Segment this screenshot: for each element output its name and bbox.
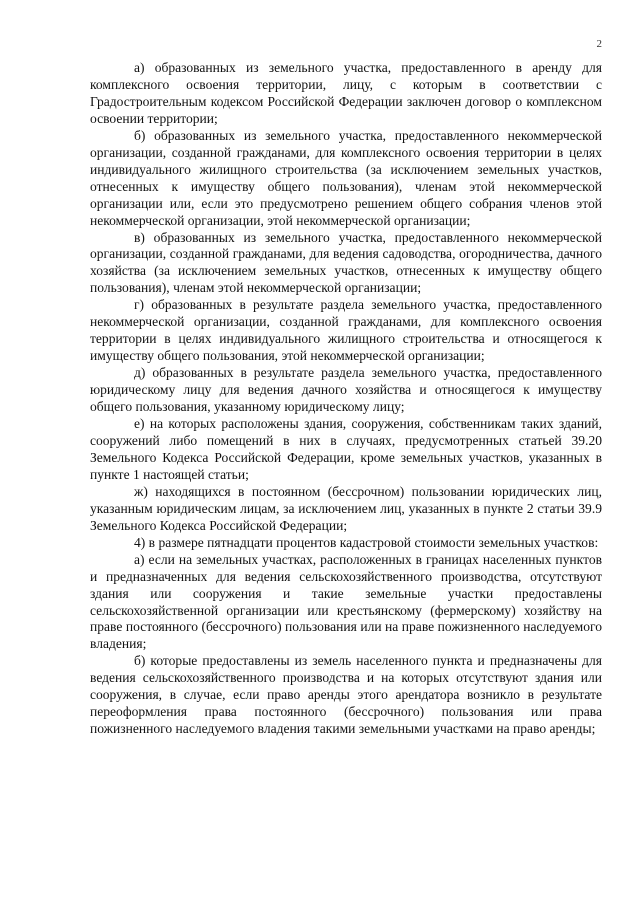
paragraph-3d: д) образованных в результате раздела земельного участка, предоставленного юридическому лицу для ведения дачного хозяйства и относящегося к имуществу общего пользования, указанному юридическому лицу;	[90, 365, 602, 415]
paragraph-3b: б) образованных из земельного участка, предоставленного некоммерческой организации, созданной гражданами, для комплексного освоения территории в целях индивидуального жилищного строительства (за исключением земельных участков, отнесенных к имуществу общего пользования), членам этой некоммерческой организации или, если это предусмотрено решением общего собрания членов этой некоммерческой организации, этой некоммерческой организации;	[90, 127, 602, 228]
paragraph-3a: а) образованных из земельного участка, предоставленного в аренду для комплексного освоения территории, лицу, с которым в соответствии с Градостроительным кодексом Российской Федерации заключен договор о комплексном освоении территории;	[90, 60, 602, 126]
paragraph-4b: б) которые предоставлены из земель населенного пункта и предназначены для ведения сельскохозяйственного производства и на которых отсутствуют здания или сооружения, в случае, если право аренды этого арендатора возникло в результате переоформления права постоянного (бессрочного) пользования или права пожизненного наследуемого владения такими земельными участками на право аренды;	[90, 653, 602, 737]
paragraph-3g: г) образованных в результате раздела земельного участка, предоставленного некоммерческой организации, созданной гражданами, для комплексного освоения территории в целях индивидуального жилищного строительства и относящегося к имуществу общего пользования, этой некоммерческой организации;	[90, 297, 602, 364]
paragraph-4a: а) если на земельных участках, расположенных в границах населенных пунктов и предназначенных для ведения сельскохозяйственного производства, отсутствуют здания или сооружения и такие земельные участки предоставлены сельскохозяйственной организации или крестьянскому (фермерскому) хозяйству на праве постоянного (бессрочного) пользования или на праве пожизненного наследуемого владения;	[90, 551, 602, 652]
paragraph-3e: е) на которых расположены здания, сооружения, собственникам таких зданий, сооружений либо помещений в них в случаях, предусмотренных статьей 39.20 Земельного Кодекса Российской Федерации, кроме земельных участков, указанных в пункте 1 настоящей статьи;	[90, 416, 602, 482]
document-body	[90, 60, 602, 738]
page-number: 2	[596, 38, 602, 50]
paragraph-3v: в) образованных из земельного участка, предоставленного некоммерческой организации, созданной гражданами, для ведения садоводства, огородничества, дачного хозяйства (за исключением земельных участков, отнесенных к имуществу общего пользования), членам этой некоммерческой организации;	[90, 229, 602, 296]
paragraph-3zh: ж) находящихся в постоянном (бессрочном) пользовании юридических лиц, указанным юридическим лицам, за исключением лиц, указанных в пункте 2 статьи 39.9 Земельного Кодекса Российской Федерации;	[90, 483, 602, 533]
paragraph-4: 4) в размере пятнадцати процентов кадастровой стоимости земельных участков:	[134, 534, 599, 550]
